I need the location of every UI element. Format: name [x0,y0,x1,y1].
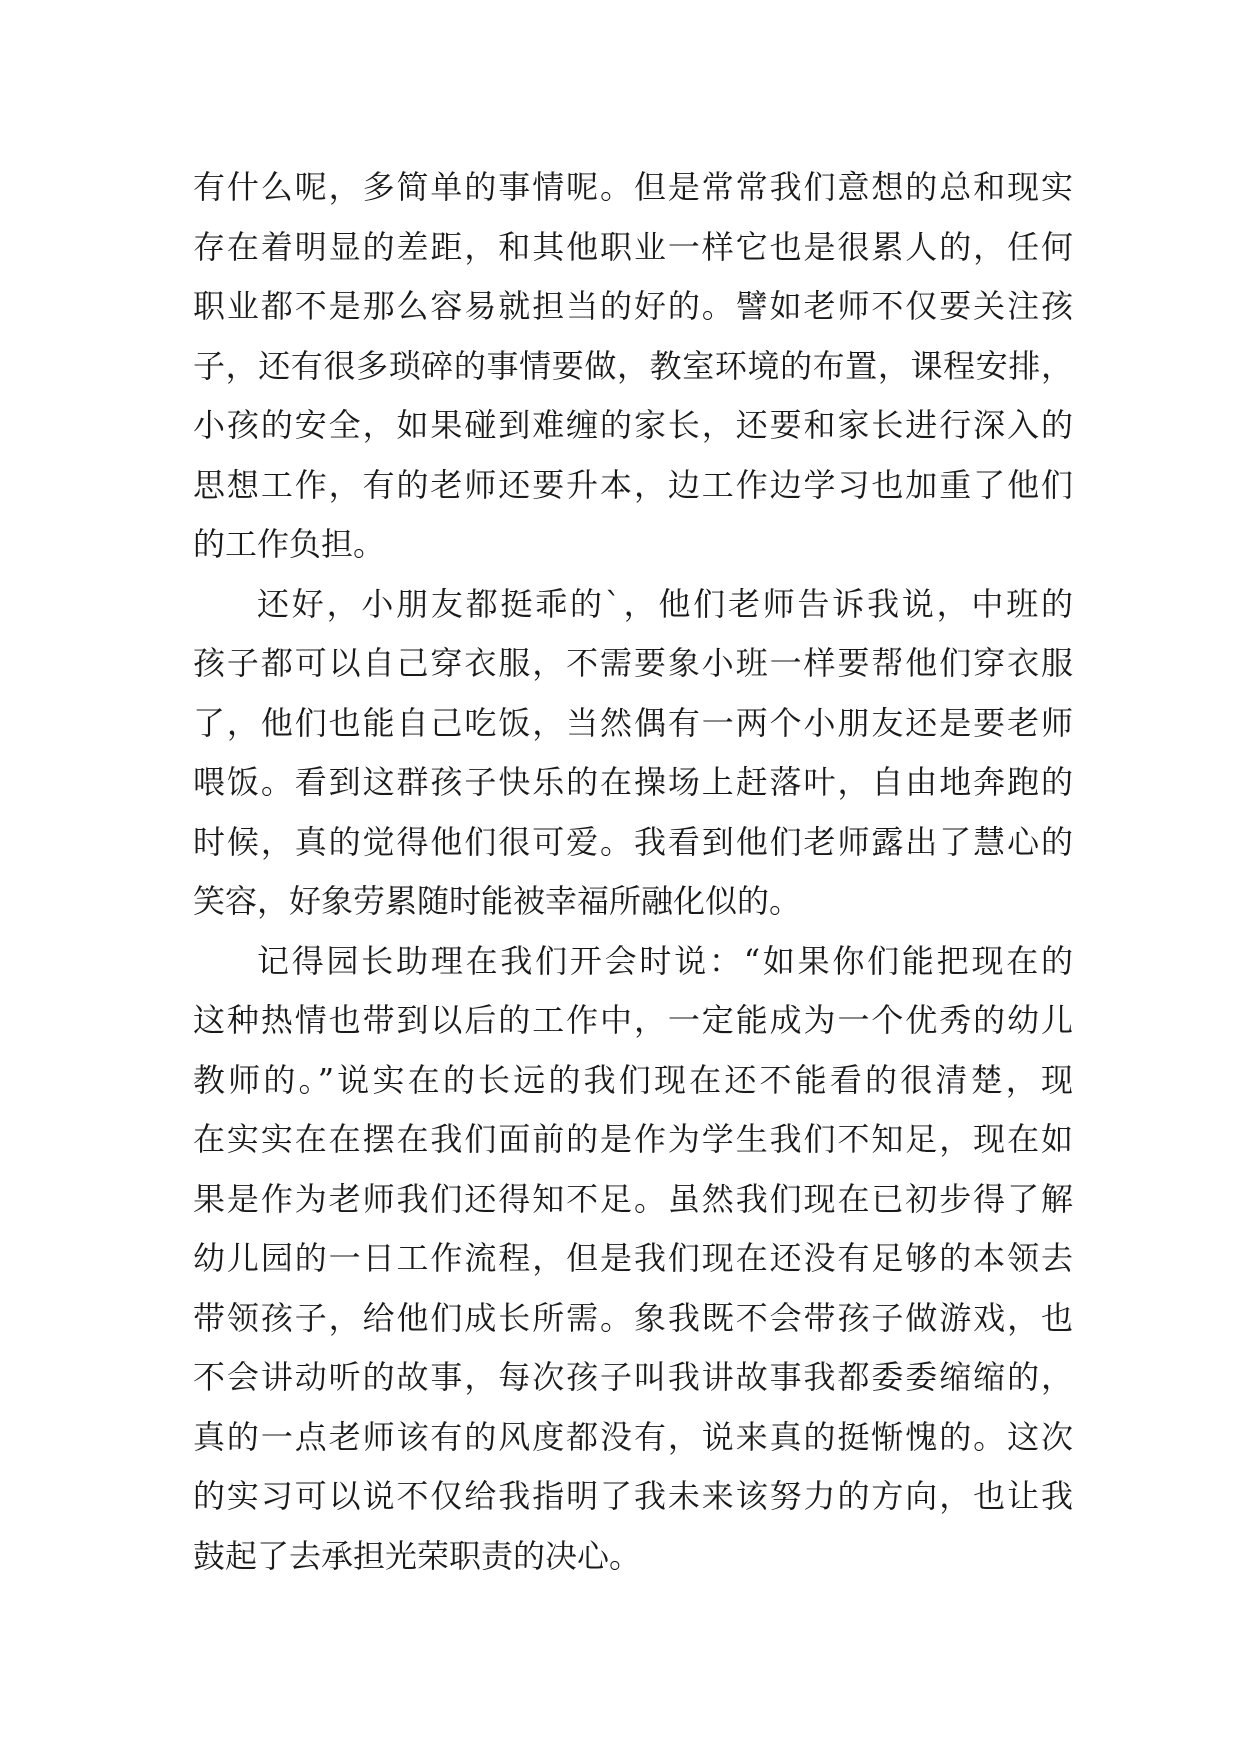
text-line [193,991,1073,1051]
text-line-content: 的工作负担。 [193,525,386,563]
text-line [193,1408,1073,1468]
text-line-content: 时候，真的觉得他们很可爱。我看到他们老师露出了慧心的 [193,822,1073,861]
text-line [193,1289,1073,1349]
text-line-content: 这种热情也带到以后的工作中，一定能成为一个优秀的幼儿 [193,1001,1073,1039]
text-line [193,813,1073,873]
text-line-content: 真的一点老师该有的风度都没有，说来真的挺惭愧的。这次 [193,1417,1073,1456]
text-line [193,1051,1073,1111]
text-line-content: 果是作为老师我们还得知不足。虽然我们现在已初步得了解 [193,1179,1073,1218]
text-line-content: 在实实在在摆在我们面前的是作为学生我们不知足，现在如 [193,1120,1073,1158]
text-line [193,1467,1073,1527]
text-line [193,158,1073,218]
text-line [193,634,1073,694]
text-line-content: 还好，小朋友都挺乖的`，他们老师告诉我说，中班的 [257,584,1073,623]
text-line-content: 了，他们也能自己吃饭，当然偶有一两个小朋友还是要老师 [193,703,1073,742]
text-line-content: 有什么呢，多简单的事情呢。但是常常我们意想的总和现实 [193,168,1073,206]
text-line-content: 职业都不是那么容易就担当的好的。譬如老师不仅要关注孩 [193,287,1073,325]
text-line-content: 教师的。”说实在的长远的我们现在还不能看的很清楚，现 [193,1060,1073,1099]
text-line [193,694,1073,754]
text-line [193,337,1073,397]
text-line-content: 存在着明显的差距，和其他职业一样它也是很累人的，任何 [193,227,1073,266]
text-line-content: 鼓起了去承担光荣职责的决心。 [193,1536,642,1575]
text-line [193,932,1073,992]
text-line [193,396,1073,456]
text-line [193,872,1073,932]
text-line-content: 喂饭。看到这群孩子快乐的在操场上赶落叶，自由地奔跑的 [193,763,1073,801]
text-line-content: 孩子都可以自己穿衣服，不需要象小班一样要帮他们穿衣服 [193,644,1073,682]
text-line-content: 带领孩子，给他们成长所需。象我既不会带孩子做游戏，也 [193,1298,1073,1337]
text-line [193,1527,1073,1587]
text-line [193,1110,1073,1170]
text-line-content: 不会讲动听的故事，每次孩子叫我讲故事我都委委缩缩的， [193,1358,1073,1396]
text-line [193,753,1073,813]
text-line [193,575,1073,635]
document-body [193,158,1073,1586]
text-line [193,1229,1073,1289]
text-line [193,1348,1073,1408]
text-line-content: 子，还有很多琐碎的事情要做，教室环境的布置，课程安排， [193,346,1073,385]
text-line-content: 记得园长助理在我们开会时说：“如果你们能把现在的 [257,941,1073,980]
text-line-content: 小孩的安全，如果碰到难缠的家长，还要和家长进行深入的 [193,406,1073,444]
text-line [193,456,1073,516]
text-line-content: 幼儿园的一日工作流程，但是我们现在还没有足够的本领去 [193,1239,1073,1277]
text-line-content: 思想工作，有的老师还要升本，边工作边学习也加重了他们 [193,465,1073,504]
text-line-content: 的实习可以说不仅给我指明了我未来该努力的方向，也让我 [193,1477,1073,1515]
text-line [193,277,1073,337]
text-line [193,515,1073,575]
text-line [193,218,1073,278]
text-line-content: 笑容，好象劳累随时能被幸福所融化似的。 [193,882,802,920]
text-line [193,1170,1073,1230]
